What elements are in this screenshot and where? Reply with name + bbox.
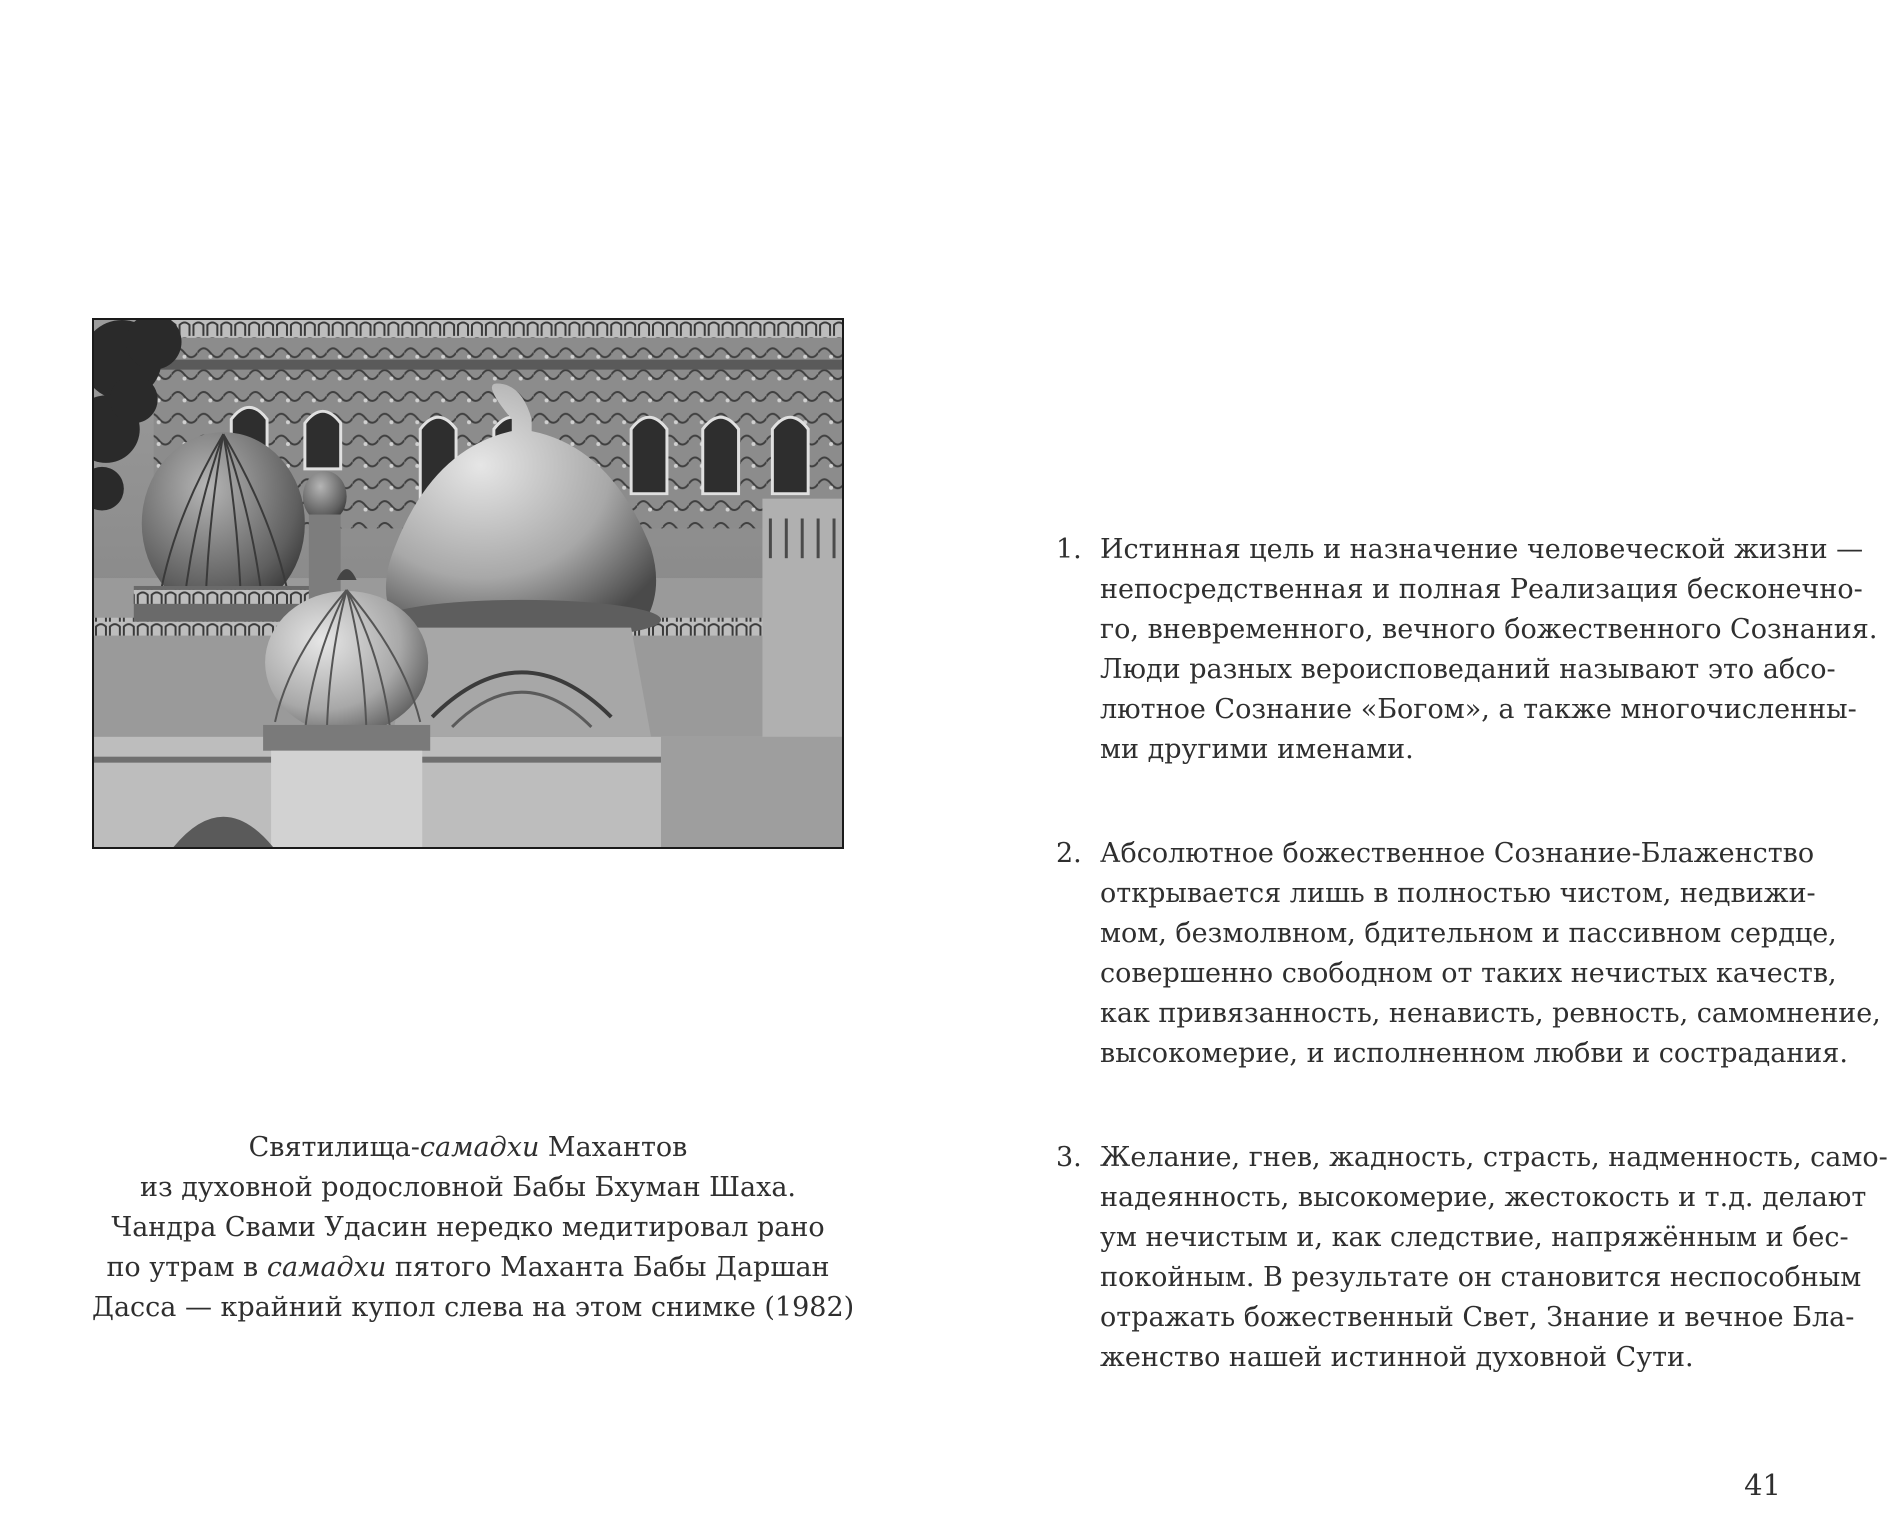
- caption-line: по утрам в самадхи пятого Маханта Бабы Даршан: [106, 1252, 830, 1283]
- item-number: 1.: [1056, 534, 1082, 565]
- photo-caption: [92, 1128, 855, 1328]
- item-line: покойным. В результате он становится неспособным: [1100, 1262, 1862, 1293]
- item-number: 2.: [1056, 838, 1082, 869]
- item-line: лютное Сознание «Богом», а также многочисленны-: [1100, 694, 1857, 725]
- item-line: женство нашей истинной духовной Сути.: [1100, 1342, 1694, 1373]
- shrines-photo-drawing: [94, 320, 842, 847]
- item-line: непосредственная и полная Реализация бесконечно-: [1100, 574, 1863, 605]
- item-line: надеянность, высокомерие, жестокость и т.д. делают: [1100, 1182, 1867, 1213]
- item-line: Абсолютное божественное Сознание-Блаженство: [1100, 838, 1815, 869]
- page-number: 41: [1744, 1468, 1781, 1502]
- right-page: [948, 0, 1897, 1533]
- item-line: Истинная цель и назначение человеческой жизни —: [1100, 534, 1864, 565]
- item-line: ми другими именами.: [1100, 734, 1414, 765]
- item-line: открывается лишь в полностью чистом, недвижи-: [1100, 878, 1816, 909]
- item-number: 3.: [1056, 1142, 1082, 1173]
- list-item: [1056, 834, 1881, 1074]
- list-item: [1056, 1138, 1888, 1378]
- item-line: отражать божественный Свет, Знание и вечное Бла-: [1100, 1302, 1855, 1333]
- item-line: Желание, гнев, жадность, страсть, надменность, само-: [1100, 1142, 1888, 1173]
- caption-line: из духовной родословной Бабы Бхуман Шаха.: [139, 1172, 796, 1203]
- item-line: высокомерие, и исполненном любви и сострадания.: [1100, 1038, 1848, 1069]
- caption-line: Дасса — крайний купол слева на этом снимке (1982): [92, 1292, 855, 1323]
- item-line: мом, безмолвном, бдительном и пассивном сердце,: [1100, 918, 1837, 949]
- item-line: Люди разных вероисповеданий называют это абсо-: [1100, 654, 1836, 685]
- left-page: [0, 0, 948, 1533]
- item-line: ум нечистым и, как следствие, напряжённым и бес-: [1100, 1222, 1849, 1253]
- list-item: [1056, 530, 1878, 770]
- item-line: го, вневременного, вечного божественного Сознания.: [1100, 614, 1878, 645]
- item-line: как привязанность, ненависть, ревность, самомнение,: [1100, 998, 1881, 1029]
- numbered-list: [1056, 530, 1888, 1442]
- caption-line: Чандра Свами Удасин нередко медитировал рано: [111, 1212, 825, 1243]
- shrines-photo: [92, 318, 844, 849]
- caption-line: Святилища-самадхи Махантов: [248, 1132, 688, 1163]
- item-line: совершенно свободном от таких нечистых качеств,: [1100, 958, 1837, 989]
